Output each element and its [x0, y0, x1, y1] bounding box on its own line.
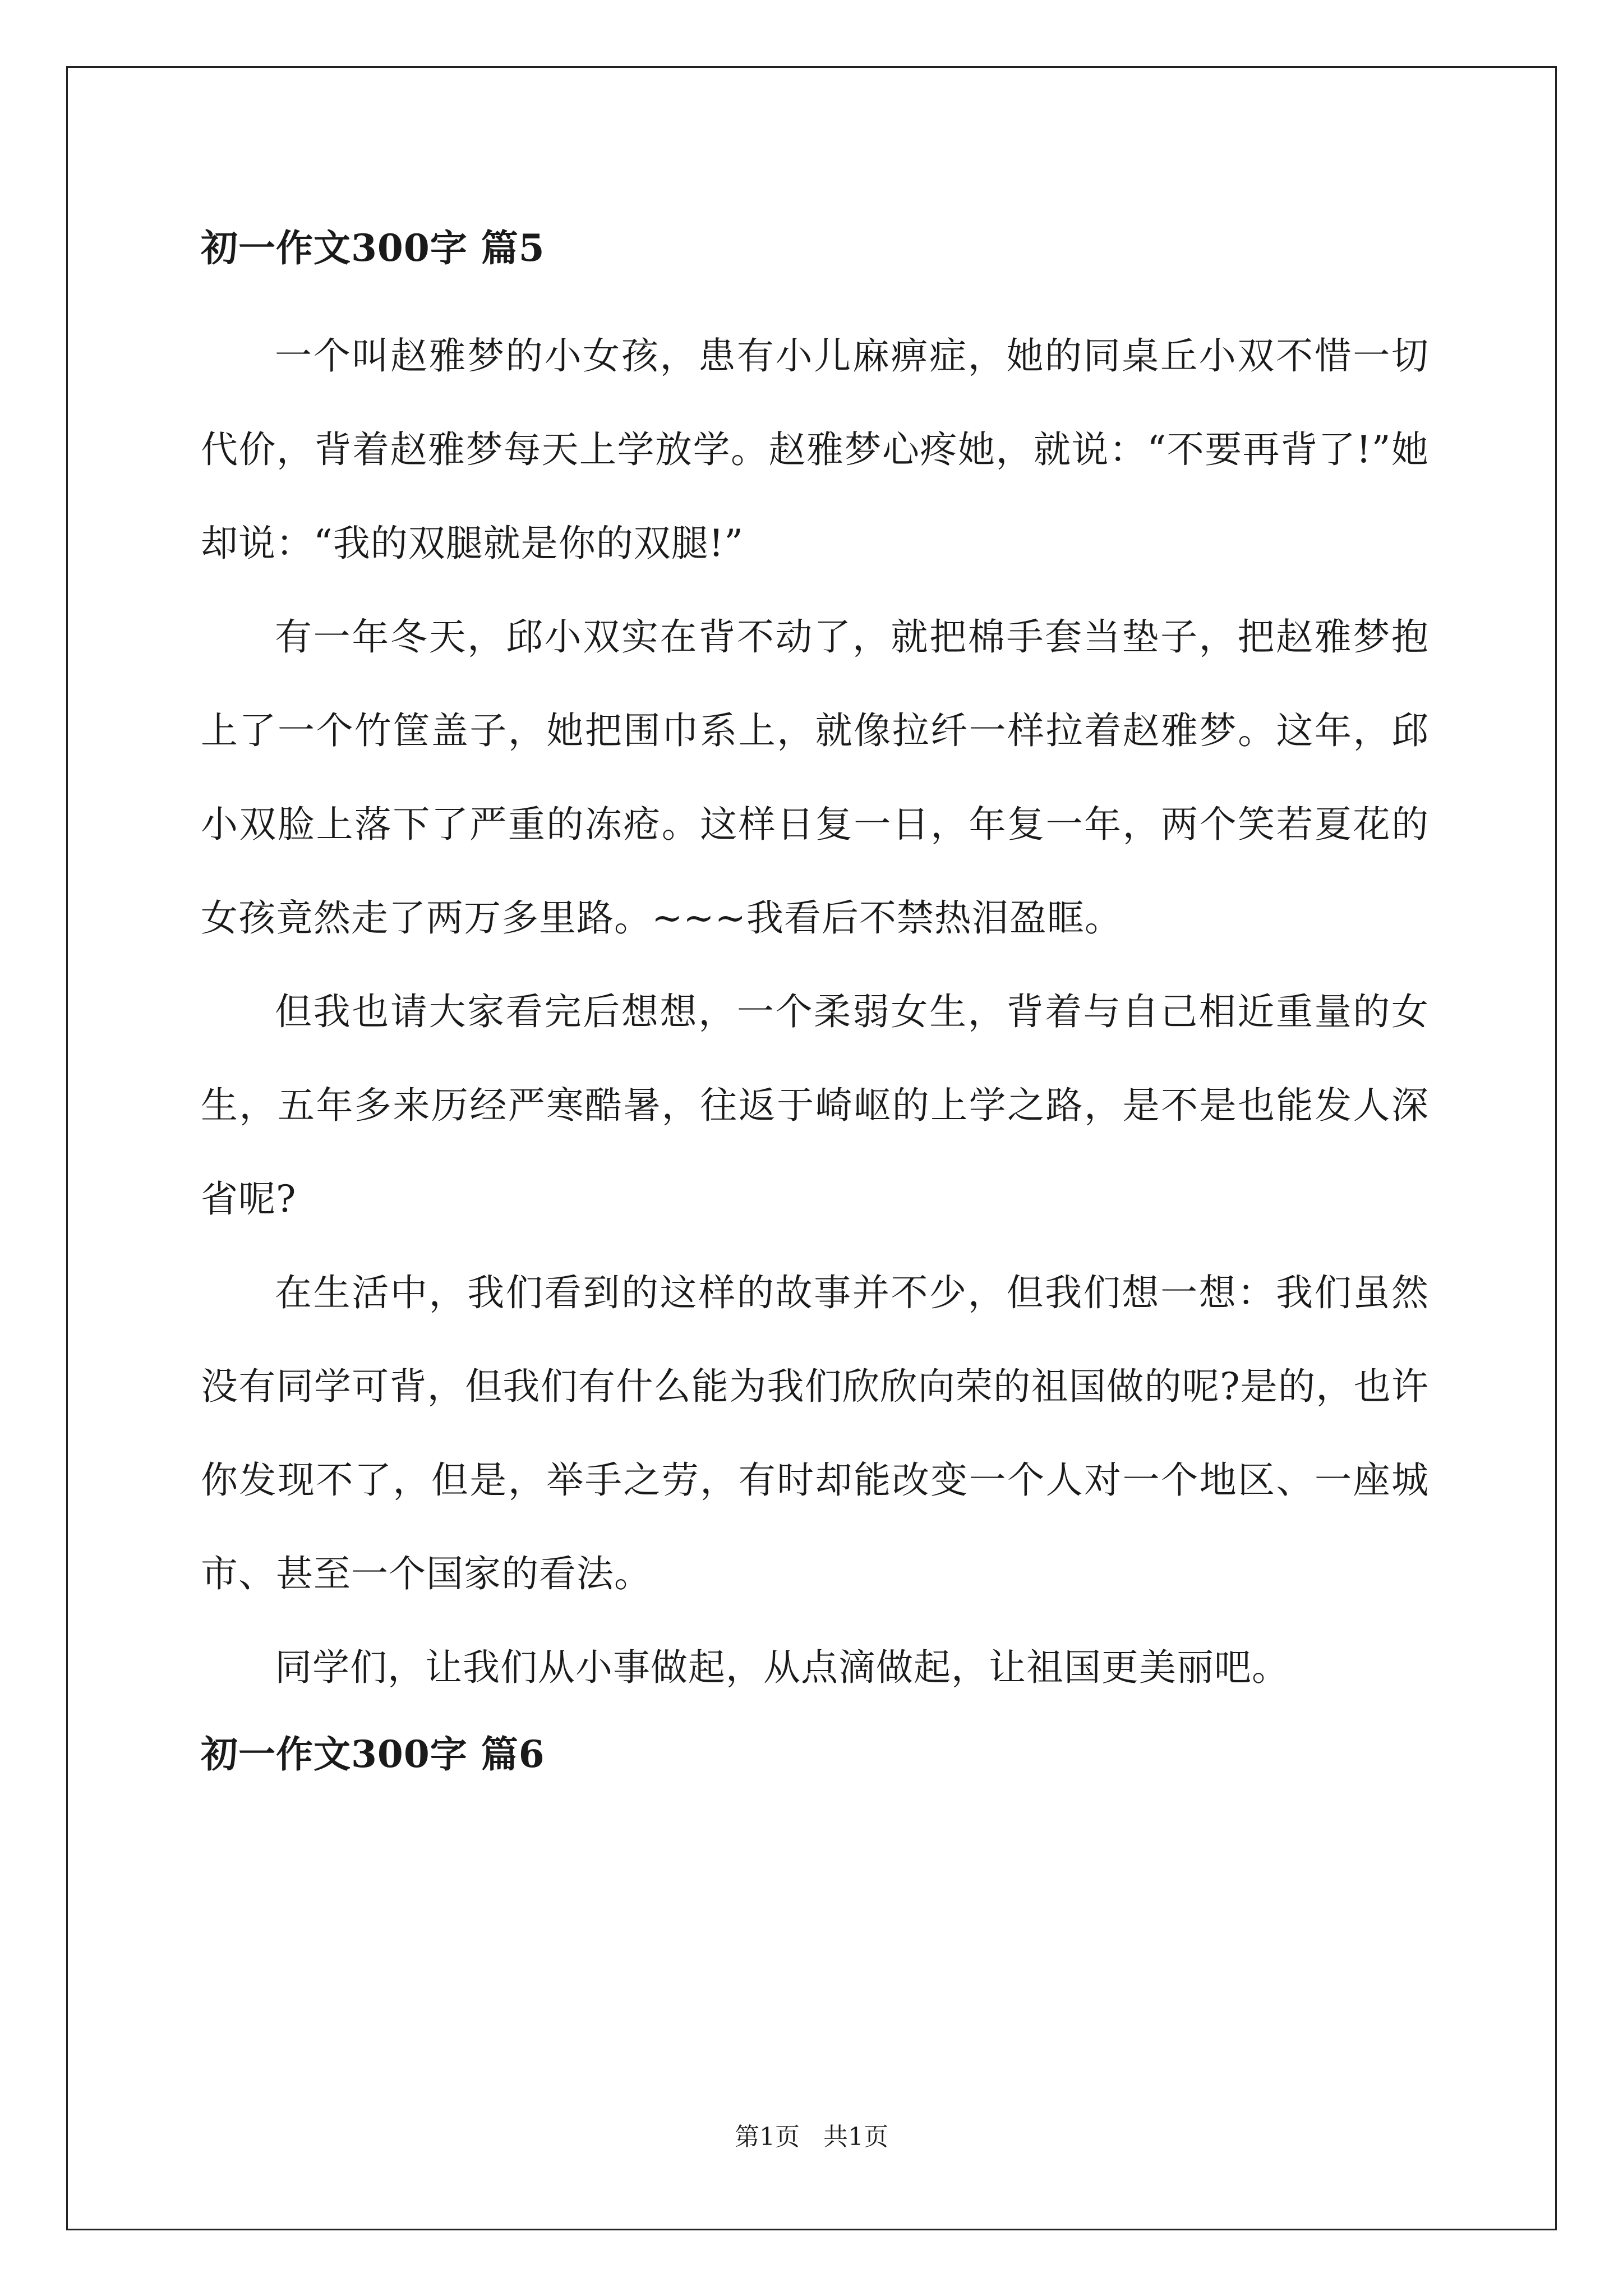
- paragraph: 同学们，让我们从小事做起，从点滴做起，让祖国更美丽吧。: [275, 1646, 1289, 1689]
- section-heading: 初一作文300字 篇5: [201, 226, 545, 270]
- document-body: [201, 222, 1429, 1780]
- paragraph: 但我也请大家看完后想想，一个柔弱女生，背着与自己相近重量的女生，五年多来历经严寒酷暑，往返于崎岖的上学之路，是不是也能发人深省呢?: [201, 990, 1429, 1221]
- section-heading: 初一作文300字 篇6: [201, 1732, 545, 1776]
- paragraph: 有一年冬天，邱小双实在背不动了，就把棉手套当垫子，把赵雅梦抱上了一个竹筐盖子，她把围巾系上，就像拉纤一样拉着赵雅梦。这年，邱小双脸上落下了严重的冻疮。这样日复一日，年复一年，两个笑若夏花的女孩竟然走了两万多里路。~~~我看后不禁热泪盈眶。: [201, 615, 1429, 940]
- page-footer: 第1页 共1页: [735, 2123, 888, 2151]
- paragraph: 一个叫赵雅梦的小女孩，患有小儿麻痹症，她的同桌丘小双不惜一切代价，背着赵雅梦每天上学放学。赵雅梦心疼她，就说：“不要再背了!”她却说：“我的双腿就是你的双腿!”: [201, 334, 1429, 565]
- paragraph: 在生活中，我们看到的这样的故事并不少，但我们想一想：我们虽然没有同学可背，但我们有什么能为我们欣欣向荣的祖国做的呢?是的，也许你发现不了，但是，举手之劳，有时却能改变一个人对一个地区、一座城市、甚至一个国家的看法。: [201, 1271, 1429, 1595]
